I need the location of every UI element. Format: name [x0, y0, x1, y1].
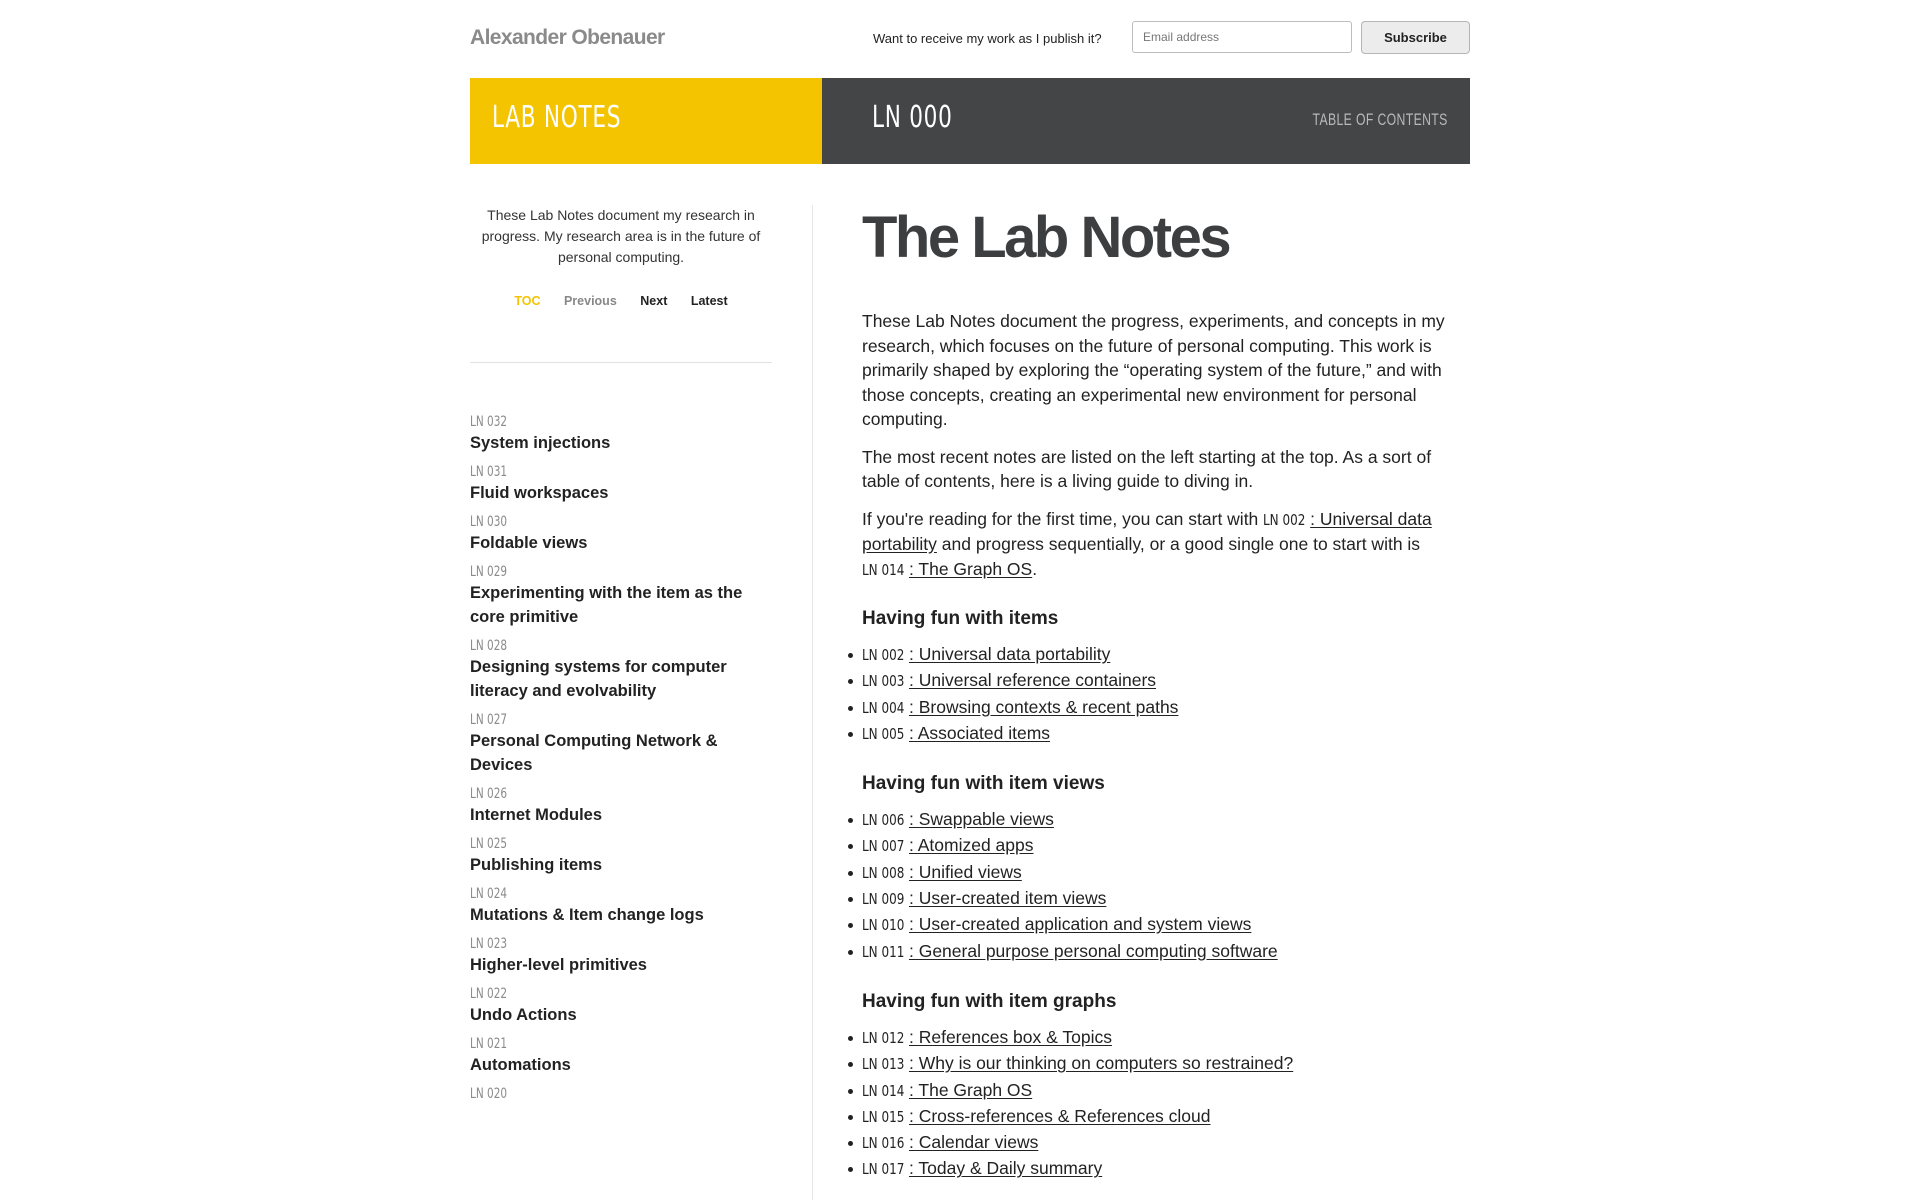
- lab-notes-banner[interactable]: [470, 78, 822, 164]
- start-text-3: .: [1032, 558, 1038, 579]
- section-heading: Having fun with item views: [862, 773, 1105, 795]
- note-link-text: : Browsing contexts & recent paths: [908, 696, 1179, 717]
- nav-latest-link[interactable]: Latest: [690, 294, 728, 308]
- note-link-code: LN 008: [862, 863, 905, 882]
- note-number: LN 027: [470, 712, 508, 728]
- note-list-item[interactable]: [470, 513, 780, 555]
- section-list-item: [862, 642, 1470, 668]
- note-link-code: LN 005: [862, 724, 905, 743]
- note-number: LN 026: [470, 786, 508, 802]
- note-link[interactable]: [862, 723, 1050, 743]
- section-list-item: [862, 860, 1470, 886]
- note-list-item[interactable]: [470, 1085, 780, 1103]
- note-number: LN 032: [470, 414, 508, 430]
- section-list-item: [862, 1051, 1470, 1077]
- note-link[interactable]: [862, 644, 1110, 664]
- note-link-code: LN 012: [862, 1028, 905, 1047]
- note-link[interactable]: [862, 670, 1156, 690]
- note-list-item[interactable]: [470, 1035, 780, 1077]
- note-title: Mutations & Item change logs: [470, 906, 704, 924]
- section-list: [862, 1025, 1470, 1183]
- note-link[interactable]: [862, 835, 1034, 855]
- note-number: LN 030: [470, 514, 508, 530]
- note-link-code: LN 003: [862, 672, 905, 691]
- note-number: LN 024: [470, 886, 508, 902]
- note-link-code: LN 017: [862, 1160, 905, 1179]
- main-content: [862, 200, 1470, 1183]
- note-link-text: : General purpose personal computing software: [908, 940, 1278, 961]
- note-title: Experimenting with the item as the core primitive: [470, 584, 743, 626]
- section-heading: Having fun with items: [862, 608, 1059, 629]
- note-link-code: LN 007: [862, 837, 905, 856]
- note-list-item[interactable]: [470, 835, 780, 877]
- note-link-code: LN 015: [862, 1107, 905, 1126]
- note-link[interactable]: [862, 888, 1106, 908]
- note-link[interactable]: [862, 862, 1022, 882]
- note-number: LN 029: [470, 564, 508, 580]
- note-navigation: [470, 294, 772, 308]
- nav-toc-link[interactable]: TOC: [514, 294, 541, 308]
- note-link-text: : Universal reference containers: [908, 670, 1157, 691]
- note-link-code: LN 014: [862, 1081, 905, 1100]
- note-number: LN 031: [470, 464, 508, 480]
- note-link[interactable]: [862, 1027, 1112, 1047]
- note-link[interactable]: [862, 1106, 1211, 1126]
- link-code: LN 002: [1263, 510, 1306, 529]
- nav-next-link[interactable]: Next: [640, 294, 668, 308]
- column-divider: [812, 205, 813, 1200]
- page-title: The Lab Notes: [862, 205, 1230, 270]
- lab-notes-title: LAB NOTES: [492, 100, 622, 135]
- note-link[interactable]: [862, 1053, 1293, 1073]
- note-link-text: : Unified views: [908, 861, 1022, 882]
- notes-list: [470, 413, 780, 1111]
- note-link-text: : The Graph OS: [908, 1079, 1033, 1100]
- note-title: Higher-level primitives: [470, 956, 647, 974]
- nav-previous-link[interactable]: Previous: [563, 294, 617, 308]
- note-link-text: : Atomized apps: [908, 835, 1034, 856]
- note-link-code: LN 011: [862, 942, 905, 961]
- note-link-text: : Today & Daily summary: [908, 1158, 1103, 1179]
- ln-014-link[interactable]: [862, 559, 1032, 579]
- section-list-item: [862, 668, 1470, 694]
- section-list-item: [862, 807, 1470, 833]
- section-list-item: [862, 721, 1470, 747]
- note-list-item[interactable]: [470, 563, 780, 629]
- table-of-contents-link[interactable]: [1260, 110, 1448, 130]
- note-link-text: : Swappable views: [908, 809, 1054, 830]
- note-number: LN 022: [470, 986, 508, 1002]
- subscribe-button[interactable]: Subscribe: [1361, 21, 1470, 54]
- note-title: Foldable views: [470, 534, 588, 552]
- note-link-text: : Why is our thinking on computers so restrained?: [908, 1053, 1294, 1074]
- note-number: LN 028: [470, 638, 508, 654]
- note-list-item[interactable]: [470, 885, 780, 927]
- section-list-item: [862, 1130, 1470, 1156]
- note-link-code: LN 016: [862, 1134, 905, 1153]
- note-link[interactable]: [862, 914, 1251, 934]
- sidebar: [470, 205, 772, 1102]
- top-bar: [470, 20, 1470, 56]
- current-note-banner: [822, 78, 1470, 164]
- note-list-item[interactable]: [470, 785, 780, 827]
- section-list-item: [862, 695, 1470, 721]
- link-text: : The Graph OS: [908, 558, 1033, 579]
- start-text-2: and progress sequentially, or a good single one to start with is: [936, 534, 1421, 554]
- note-title: Personal Computing Network & Devices: [470, 732, 718, 774]
- note-number: LN 023: [470, 936, 508, 952]
- note-list-item[interactable]: [470, 711, 780, 777]
- note-title: Fluid workspaces: [470, 484, 609, 502]
- note-link[interactable]: [862, 697, 1178, 717]
- section-list-item: [862, 1078, 1470, 1104]
- note-link[interactable]: [862, 1158, 1102, 1178]
- link-code: LN 014: [862, 560, 905, 579]
- section-list-item: [862, 833, 1470, 859]
- current-note-number: LN 000: [872, 100, 953, 135]
- note-link-text: : User-created application and system views: [908, 914, 1252, 935]
- link-text: : Universal data portability: [862, 508, 1432, 554]
- section-list-item: [862, 1156, 1470, 1182]
- note-title: Internet Modules: [470, 806, 603, 824]
- note-link-code: LN 004: [862, 698, 905, 717]
- page: [470, 0, 1470, 1200]
- note-title: Automations: [470, 1056, 571, 1074]
- section-list-item: [862, 1025, 1470, 1051]
- section-list: [862, 807, 1470, 965]
- section-list-item: [862, 912, 1470, 938]
- start-text-1: If you're reading for the first time, you can start with: [862, 508, 1264, 529]
- note-link[interactable]: [862, 941, 1278, 961]
- note-link-text: : Associated items: [908, 722, 1051, 743]
- note-title: System injections: [470, 434, 611, 452]
- note-number: LN 020: [470, 1086, 508, 1102]
- note-link-text: : Universal data portability: [908, 644, 1111, 664]
- note-number: LN 025: [470, 836, 508, 852]
- note-link-code: LN 006: [862, 811, 905, 830]
- note-title: Designing systems for computer literacy and evolvability: [470, 658, 727, 700]
- note-list-item[interactable]: [470, 413, 780, 455]
- note-title: Publishing items: [470, 856, 603, 874]
- note-list-item[interactable]: [470, 637, 780, 703]
- note-link-text: : Calendar views: [908, 1132, 1039, 1153]
- note-link[interactable]: [862, 809, 1054, 829]
- section-list-item: [862, 1104, 1470, 1130]
- note-list-item[interactable]: [470, 463, 780, 505]
- section-list-item: [862, 939, 1470, 965]
- note-link-code: LN 009: [862, 890, 905, 909]
- note-link-text: : User-created item views: [908, 888, 1107, 909]
- note-list-item[interactable]: [470, 985, 780, 1027]
- note-link-text: : Cross-references & References cloud: [908, 1105, 1211, 1126]
- site-logo[interactable]: Alexander Obenauer: [470, 26, 665, 49]
- email-input[interactable]: [1132, 21, 1352, 53]
- sidebar-intro: These Lab Notes document my research in progress. My research area is in the future of personal computing.: [481, 207, 761, 265]
- sidebar-divider: [470, 362, 772, 363]
- note-number: LN 021: [470, 1036, 508, 1052]
- section-list-item: [862, 886, 1470, 912]
- note-link[interactable]: [862, 1080, 1032, 1100]
- note-list-item[interactable]: [470, 935, 780, 977]
- subscribe-prompt: Want to receive my work as I publish it?: [873, 31, 1102, 46]
- note-link-text: : References box & Topics: [908, 1026, 1112, 1047]
- intro-paragraph: These Lab Notes document the progress, experiments, and concepts in my research, which focuses on the future of personal computing. This work is primarily shaped by exploring the “operating system of the future,” and with those concepts, creating an experimental new environment for personal computing.: [862, 311, 1445, 429]
- table-of-contents-label: TABLE OF CONTENTS: [1312, 110, 1448, 129]
- section-heading: Having fun with item graphs: [862, 990, 1117, 1012]
- note-link-code: LN 013: [862, 1055, 905, 1074]
- guide-sections: [862, 608, 1470, 1183]
- note-link-code: LN 002: [862, 646, 905, 664]
- recent-notes-paragraph: The most recent notes are listed on the left starting at the top. As a sort of table of contents, here is a living guide to diving in.: [862, 446, 1432, 491]
- note-title: Undo Actions: [470, 1006, 577, 1024]
- note-link-code: LN 010: [862, 916, 905, 935]
- section-list: [862, 642, 1470, 747]
- start-here-paragraph: [862, 507, 1470, 583]
- note-link[interactable]: [862, 1132, 1038, 1152]
